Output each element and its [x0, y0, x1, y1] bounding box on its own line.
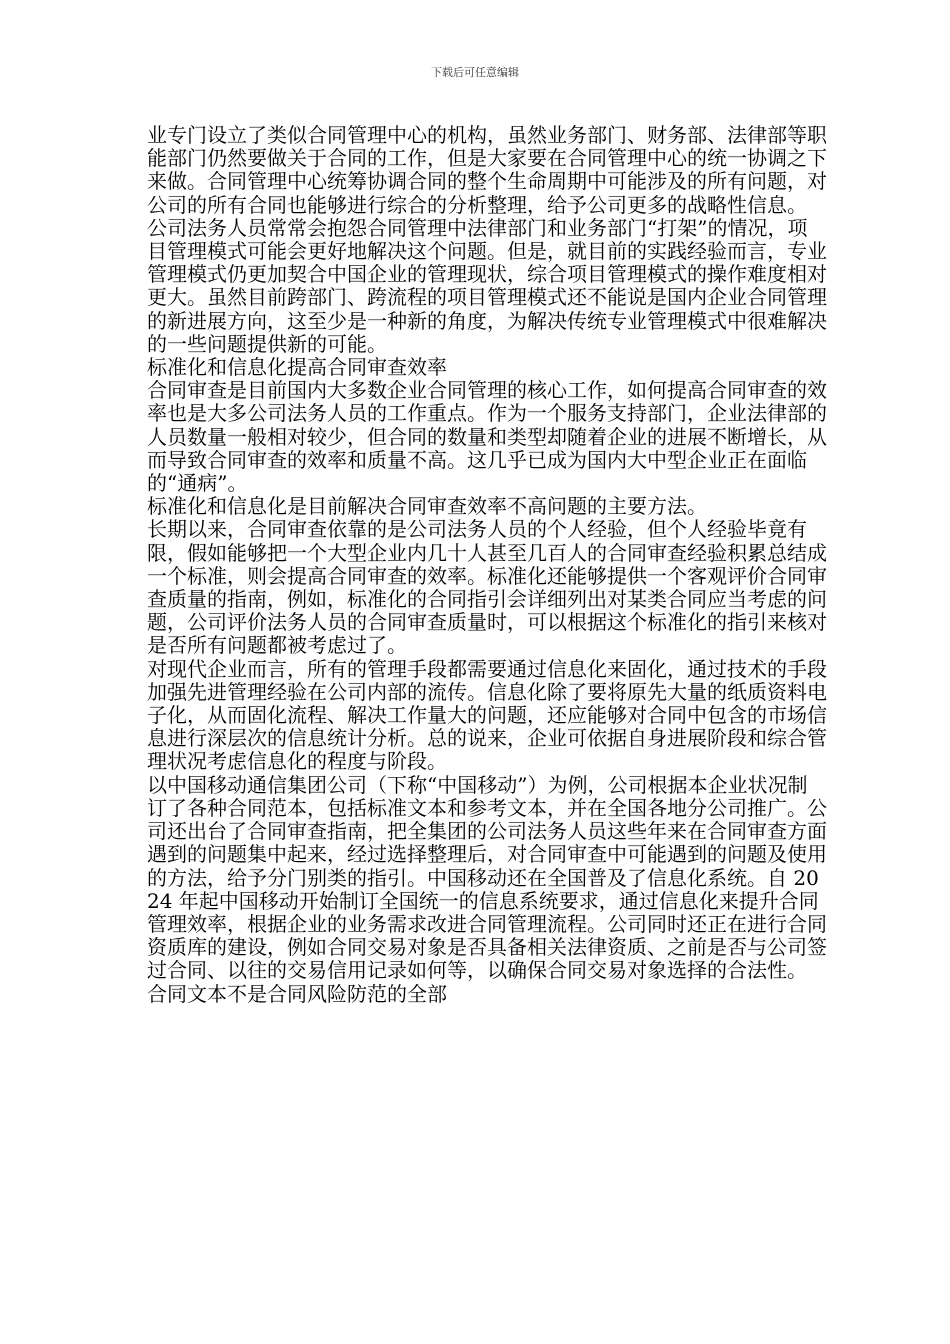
- paragraph-project-management: 公司法务人员常常会抱怨合同管理中法律部门和业务部门“打架”的情况，项目管理模式可能会更好地解决这个问题。但是，就目前的实践经验而言，专业管理模式仍更加契合中国企业的管理现状，综合项目管理模式的操作难度相对更大。虽然目前跨部门、跨流程的项目管理模式还不能说是国内企业合同管理的新进展方向，这至少是一种新的角度，为解决传统专业管理模式中很难解决的一些问题提供新的可能。: [147, 215, 827, 356]
- paragraph-china-mobile-example: 以中国移动通信集团公司（下称“中国移动”）为例，公司根据本企业状况制订了各种合同范本，包括标准文本和参考文本，并在全国各地分公司推广。公司还出台了合同审查指南，把全集团的公司法务人员这些年来在合同审查方面遇到的问题集中起来，经过选择整理后，对合同审查中可能遇到的问题及使用的方法，给予分门别类的指引。中国移动还在全国普及了信息化系统。自 2024 年起中国移动开始制订全国统一的信息系统要求，通过信息化来提升合同管理效率，根据企业的业务需求改进合同管理流程。公司同时还正在进行合同资质库的建设，例如合同交易对象是否具备相关法律资质、之前是否与公司签过合同、以往的交易信用记录如何等，以确保合同交易对象选择的合法性。: [147, 772, 827, 983]
- section-heading-standardization: 标准化和信息化提高合同审查效率: [147, 355, 447, 380]
- paragraph-main-method: 标准化和信息化是目前解决合同审查效率不高问题的主要方法。: [147, 494, 707, 519]
- header-note: 下载后可任意编辑: [431, 66, 519, 79]
- paragraph-informatization: 对现代企业而言，所有的管理手段都需要通过信息化来固化，通过技术的手段加强先进管理经验在公司内部的流传。信息化除了要将原先大量的纸质资料电子化，从而固化流程、解决工作量大的问题，还应能够对合同中包含的市场信息进行深层次的信息统计分析。总的说来，企业可依据自身进展阶段和综合管理状况考虑信息化的程度与阶段。: [147, 656, 827, 774]
- document-body: [147, 124, 827, 1006]
- paragraph-contract-review: 合同审查是目前国内大多数企业合同管理的核心工作，如何提高合同审查的效率也是大多公司法务人员的工作重点。作为一个服务支持部门，企业法律部的人员数量一般相对较少，但合同的数量和类型却随着企业的进展不断增长，从而导致合同审查的效率和质量不高。这几乎已成为国内大中型企业正在面临的“通病”。: [147, 378, 827, 496]
- section-heading-contract-text: 合同文本不是合同风险防范的全部: [147, 981, 447, 1006]
- paragraph-standardization: 长期以来，合同审查依靠的是公司法务人员的个人经验，但个人经验毕竟有限，假如能够把一个大型企业内几十人甚至几百人的合同审查经验积累总结成一个标准，则会提高合同审查的效率。标准化还能够提供一个客观评价合同审查质量的指南，例如，标准化的合同指引会详细列出对某类合同应当考虑的问题，公司评价法务人员的合同审查质量时，可以根据这个标准化的指引来核对是否所有问题都被考虑过了。: [147, 517, 827, 658]
- paragraph-contract-center: 业专门设立了类似合同管理中心的机构，虽然业务部门、财务部、法律部等职能部门仍然要做关于合同的工作，但是大家要在合同管理中心的统一协调之下来做。合同管理中心统筹协调合同的整个生命周期中可能涉及的所有问题，对公司的所有合同也能够进行综合的分析整理，给予公司更多的战略性信息。: [147, 123, 827, 217]
